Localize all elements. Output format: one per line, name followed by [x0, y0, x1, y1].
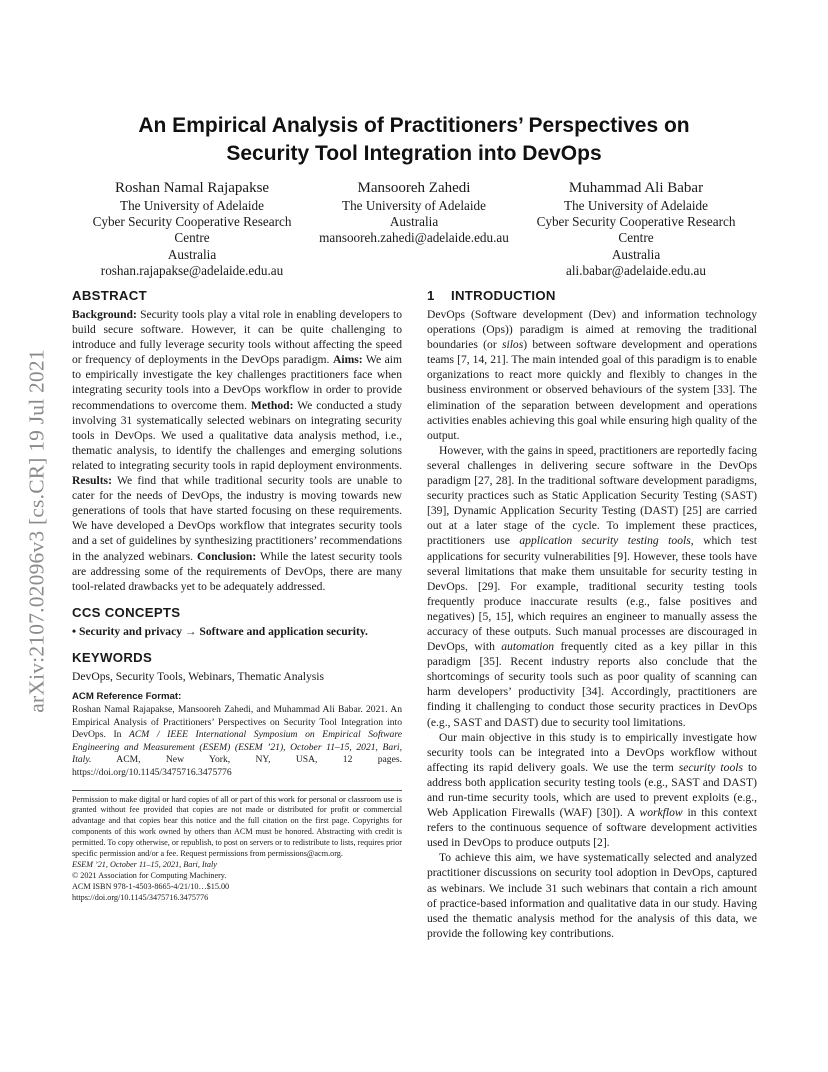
acm-reference-heading: ACM Reference Format: — [72, 690, 182, 702]
section-title: INTRODUCTION — [451, 288, 556, 303]
author-affiliation: Cyber Security Cooperative Research — [536, 214, 736, 230]
emphasis: automation — [501, 640, 555, 654]
author-affiliation: Cyber Security Cooperative Research — [92, 214, 292, 230]
author-name: Roshan Namal Rajapakse — [114, 180, 270, 196]
intro-paragraph-3 — [427, 730, 757, 851]
doi-link[interactable]: https://doi.org/10.1145/3475716.3475776 — [72, 892, 209, 902]
ccs-concepts — [72, 624, 402, 639]
isbn: ACM ISBN 978-1-4503-8665-4/21/10…$15.00 — [72, 881, 230, 891]
abstract-background-label: Background: — [72, 308, 137, 321]
author-name: Muhammad Ali Babar — [568, 180, 704, 196]
abstract-background-text: Security tools play a vital role in enabling developers to build secure software. However, it can be quite challenging to introduce and fully leverage security tools without affecting the speed or frequency of deployments in the DevOps paradigm. — [72, 308, 402, 367]
intro-paragraph-1 — [427, 307, 757, 443]
keywords-heading: KEYWORDS — [72, 649, 153, 665]
author-email: roshan.rajapakse@adelaide.edu.au — [100, 262, 284, 278]
author-affiliation: The University of Adelaide — [342, 198, 486, 213]
author-country: Australia — [167, 246, 217, 262]
abstract-results-text: We find that while traditional security tools are unable to cater for the needs of DevOps, the industry is moving towards new generations of tools that have started focusing on these requirements. We have developed a DevOps workflow that integrates security tools and a set of guidelines by synthesizing practitioners’ recommendations in the analyzed webinars. — [72, 474, 402, 563]
title-line-1: An Empirical Analysis of Practitioners’ Perspectives on — [138, 114, 690, 137]
right-column — [427, 286, 757, 941]
acm-reference-part-2: ACM, New York, NY, USA, 12 pages. https://doi.org/10.1145/3475716.3475776 — [72, 754, 402, 778]
abstract-body — [72, 307, 402, 594]
abstract-heading: ABSTRACT — [72, 288, 147, 303]
author-block-2 — [302, 178, 526, 247]
author-name: Mansooreh Zahedi — [357, 180, 471, 196]
introduction-heading — [427, 286, 757, 306]
abstract-method-label: Method: — [250, 398, 294, 412]
footnote-divider — [72, 790, 402, 791]
ccs-concept-text: • Security and privacy → Software and application security. — [72, 624, 368, 638]
author-country: Australia — [611, 246, 661, 262]
text-run: in this context refers to the continuous sequence of software development activities used in DevOps to produce outputs [2]. — [427, 806, 757, 850]
emphasis: security tools — [678, 760, 743, 774]
text-run: Our main objective in this study is to empirically investigate how security tools can be integrated into a DevOps workflow without affecting its rapid delivery goals. We use the term — [427, 730, 757, 774]
text-run: frequently cited as a key pillar in this paradigm [35]. Recent industry reports also conclude that the shortcomings of security tools such as poor quality of scanning can harm developers’ productivity [34]. Accordingly, practitioners are finding it challenging to conduct those security practices in DevOps (e.g., SAST and DAST) due to security tool limitations. — [427, 640, 757, 729]
acm-reference-text — [72, 704, 402, 780]
author-affiliation: Centre — [174, 230, 210, 246]
author-email: mansooreh.zahedi@adelaide.edu.au — [319, 230, 509, 246]
conference-info — [72, 860, 402, 871]
ccs-heading: CCS CONCEPTS — [72, 604, 181, 620]
abstract-conclusion-label: Conclusion: — [196, 549, 257, 563]
arxiv-identifier: arXiv:2107.02096v3 [cs.CR] 19 Jul 2021 — [24, 349, 49, 713]
abstract-conclusion-text: While the latest security tools are addressing some of the requirements of DevOps, there are many tool-related drawbacks yet to be adequately addressed. — [72, 549, 402, 593]
section-number: 1 — [427, 288, 435, 303]
acm-reference-venue: ACM / IEEE International Symposium on Empirical Software Engineering and Measurement (ESEM) (ESEM ’21), October 11–15, 2021, Bari, Italy. — [72, 729, 402, 766]
author-country: Australia — [389, 214, 439, 230]
emphasis: silos — [501, 338, 524, 352]
intro-paragraph-4: To achieve this aim, we have systematically selected and analyzed practitioner discussions on security tool adoption in DevOps, captured as webinars. We include 31 such webinars that contain a rich amount of practice-based information and qualitative data in our study. Having used the thematic analysis method for the analysis of this data, we provide the following key contributions. — [427, 851, 757, 940]
arxiv-sidebar — [12, 296, 62, 766]
title-line-2: Security Tool Integration into DevOps — [226, 142, 602, 165]
paper-title — [72, 112, 756, 168]
author-block-1 — [72, 178, 312, 279]
conference-name: ESEM ’21, October 11–15, 2021, Bari, Italy — [72, 859, 217, 869]
emphasis: workflow — [639, 806, 683, 820]
author-email: ali.babar@adelaide.edu.au — [566, 262, 706, 278]
author-affiliation: The University of Adelaide — [120, 198, 264, 213]
author-affiliation: Centre — [618, 230, 654, 246]
text-run: to address both application security testing tools (e.g., SAST and DAST) and run-time security tools, which are used to prevent exploits (e.g., Web Application Firewalls (WAF) [30]). A — [427, 760, 757, 820]
author-block-3 — [516, 178, 756, 279]
permission-notice: Permission to make digital or hard copies of all or part of this work for personal or classroom use is granted without fee provided that copies are not made or distributed for profit or commercial advantage and that copies bear this notice and the full citation on the first page. Copyrights for components of this work owned by others than ACM must be honored. Abstracting with credit is permitted. To copy otherwise, or republish, to post on servers or to redistribute to lists, requires prior specific permission and/or a fee. Request permissions from permissions@acm.org. — [72, 794, 402, 859]
abstract-aims-label: Aims: — [332, 353, 363, 367]
abstract-method-text: We conducted a study involving 31 systematically selected webinars on integrating security tools in DevOps. We used a qualitative data analysis method, i.e., thematic analysis, to identify the challenges and emerging solutions related to integrating security tools in rapid deployment environments. — [72, 398, 402, 472]
abstract-aims-text: We aim to empirically investigate the key challenges practitioners face when integrating security tools into a DevOps workflow in order to provide recommendations to overcome them. — [72, 353, 402, 412]
emphasis: application security testing tools — [519, 534, 691, 548]
text-run: However, with the gains in speed, practitioners are reportedly facing several challenges in delivering secure software in the DevOps paradigm [27, 28]. In the traditional software development paradigms, security practices such as Static Application Security Testing (SAST) [39], Dynamic Application Security Testing (DAST) [25] are carried out at a later stage of the cycle. To implement these practices, practitioners use — [427, 443, 757, 548]
intro-paragraph-2 — [427, 443, 757, 730]
acm-reference-part-1: Roshan Namal Rajapakse, Mansooreh Zahedi, and Muhammad Ali Babar. 2021. An Empirical Analysis of Practitioners’ Perspectives on Security Tool Integration into DevOps. In — [72, 703, 402, 741]
author-affiliation: The University of Adelaide — [564, 198, 708, 213]
abstract-results-label: Results: — [72, 474, 112, 488]
keywords-text: DevOps, Security Tools, Webinars, Thematic Analysis — [72, 669, 324, 683]
text-run: ) between software development and operations teams [7, 14, 21]. The main intended goal of this paradigm is to enable organizations to react more quickly and flexibly to changes in the business environment or observed behaviours of the system [33]. The elimination of the separation between development and operations activities enables achieving this goal while ensuring high quality of the output. — [427, 338, 757, 442]
text-run: , which test applications for security vulnerabilities [9]. However, these tools have several limitations that make them unsuitable for security testing in DevOps. [29]. For example, traditional security testing tools frequently produce inaccurate results (e.g., false positives and negatives) [5, 15], which requires an engineer to manually assess the accuracy of these outputs. Such manual processes are discouraged in DevOps, with — [427, 534, 758, 654]
text-run: DevOps (Software development (Dev) and information technology operations (Ops)) paradigm is aimed at removing the traditional boundaries (or — [427, 308, 757, 352]
copyright-notice: © 2021 Association for Computing Machinery. — [72, 870, 227, 880]
left-column — [72, 286, 402, 904]
